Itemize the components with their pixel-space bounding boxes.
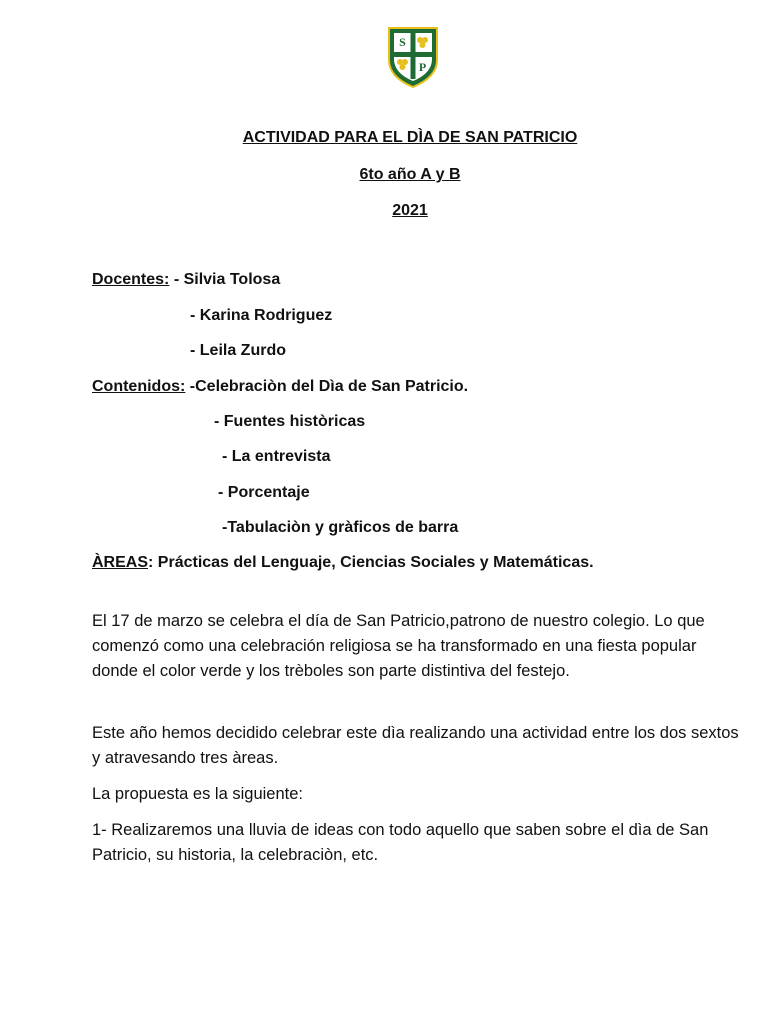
contenido-item: -Celebraciòn del Dìa de San Patricio.: [189, 378, 469, 395]
contenido-item: - La entrevista: [222, 448, 331, 465]
crest-letter-p: P: [418, 60, 427, 74]
contenido-item: - Porcentaje: [218, 484, 310, 501]
year-heading: 2021: [392, 202, 428, 219]
docente-item: - Silvia Tolosa: [173, 271, 281, 288]
crest-letter-s: S: [399, 35, 406, 49]
areas-row: [92, 553, 594, 573]
body-paragraph: 1- Realizaremos una lluvia de ideas con todo aquello que saben sobre el dìa de San Patricio, su historia, la celebraciòn, etc.: [92, 821, 709, 864]
body-paragraph: La propuesta es la siguiente:: [92, 785, 303, 803]
docente-item: - Karina Rodriguez: [190, 307, 333, 324]
document-title: ACTIVIDAD PARA EL DÌA DE SAN PATRICIO: [242, 129, 578, 146]
docente-item: - Leila Zurdo: [190, 342, 286, 359]
grade-heading: 6to año A y B: [359, 166, 461, 183]
body-paragraph: Este año hemos decidido celebrar este dìa realizando una actividad entre los dos sextos y atravesando tres àreas.: [92, 724, 739, 767]
school-crest-logo: [387, 26, 439, 88]
contenidos-row: [92, 377, 468, 397]
areas-label: ÀREAS: [92, 554, 149, 571]
docentes-label: Docentes:: [92, 271, 170, 288]
areas-text: : Prácticas del Lenguaje, Ciencias Sociales y Matemáticas.: [148, 554, 594, 571]
body-paragraph: El 17 de marzo se celebra el día de San Patricio,patrono de nuestro colegio. Lo que comenzó como una celebración religiosa se ha transformado en una fiesta popular donde el color verde y los trèboles son parte distintiva del festejo.: [92, 612, 705, 680]
docentes-row: [92, 270, 280, 290]
contenido-item: - Fuentes històricas: [214, 413, 366, 430]
contenidos-label: Contenidos:: [92, 378, 186, 395]
contenido-item: -Tabulaciòn y gràficos de barra: [222, 519, 459, 536]
